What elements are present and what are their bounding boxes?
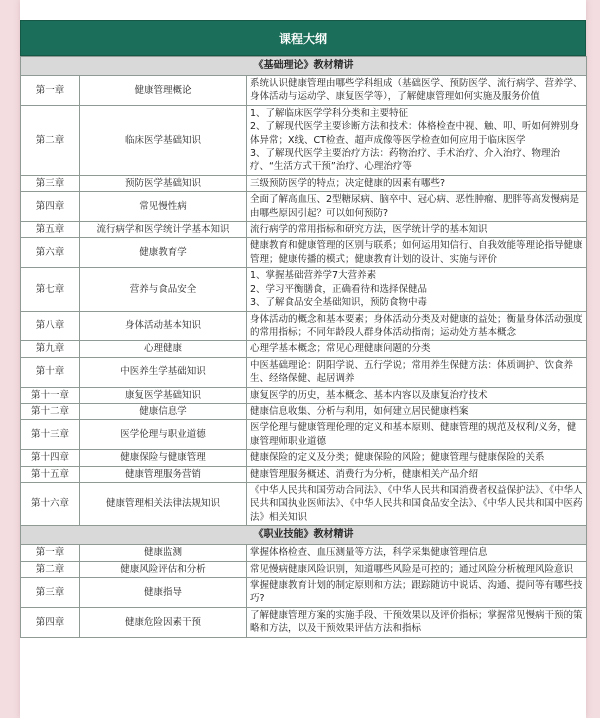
chapter-description: 掌握健康教育计划的制定原则和方法；跟踪随访中说话、沟通、提问等有哪些技巧? <box>247 578 587 608</box>
section-heading: 《基础理论》教材精讲 <box>21 57 587 76</box>
chapter-description: 健康管理服务概述、消费行为分析，健康相关产品介绍 <box>247 466 587 482</box>
chapter-number: 第二章 <box>21 105 80 175</box>
chapter-number: 第九章 <box>21 341 80 357</box>
chapter-description: 1、了解临床医学学科分类和主要特征 2、了解现代医学主要诊断方法和技术：体格检查中视、触、叩、听如何辨别身体异常；X线、CT检查、超声成像等医学检查如何应用于临床医学 3、了解现代医学主要治疗方法：药物治疗、手术治疗、介入治疗、物理治疗、“生活方式干预”治疗、心理治疗等 <box>247 105 587 175</box>
chapter-name: 健康危险因素干预 <box>80 607 247 637</box>
chapter-number: 第十六章 <box>21 482 80 525</box>
chapter-name: 医学伦理与职业道德 <box>80 420 247 450</box>
chapter-number: 第一章 <box>21 76 80 106</box>
chapter-description: 健康教育和健康管理的区别与联系；如何运用知信行、自我效能等理论指导健康管理；健康传播的模式；健康教育计划的设计、实施与评价 <box>247 238 587 268</box>
chapter-description: 心理学基本概念；常见心理健康问题的分类 <box>247 341 587 357</box>
table-row <box>21 450 587 466</box>
chapter-name: 预防医学基础知识 <box>80 175 247 191</box>
chapter-number: 第六章 <box>21 238 80 268</box>
chapter-number: 第十二章 <box>21 403 80 419</box>
chapter-description: 中医基础理论：阴阳学说、五行学说；常用养生保健方法：体质调护、饮食养生、经络保健、起居调养 <box>247 357 587 387</box>
table-row <box>21 192 587 222</box>
chapter-name: 身体活动基本知识 <box>80 311 247 341</box>
chapter-number: 第十五章 <box>21 466 80 482</box>
chapter-name: 健康信息学 <box>80 403 247 419</box>
chapter-name: 健康指导 <box>80 578 247 608</box>
chapter-number: 第十章 <box>21 357 80 387</box>
table-row <box>21 76 587 106</box>
table-row <box>21 238 587 268</box>
chapter-name: 心理健康 <box>80 341 247 357</box>
course-outline-card <box>20 0 586 718</box>
chapter-number: 第五章 <box>21 222 80 238</box>
chapter-description: 了解健康管理方案的实施手段、干预效果以及评价指标；掌握常见慢病干预的策略和方法，以及干预效果评估方法和指标 <box>247 607 587 637</box>
chapter-number: 第十三章 <box>21 420 80 450</box>
table-row <box>21 311 587 341</box>
section-header-row <box>21 526 587 545</box>
chapter-description: 全面了解高血压、2型糖尿病、脑卒中、冠心病、恶性肿瘤、肥胖等高发慢病是由哪些原因引起？可以如何预防? <box>247 192 587 222</box>
table-row <box>21 545 587 561</box>
chapter-number: 第十一章 <box>21 387 80 403</box>
chapter-description: 《中华人民共和国劳动合同法》、《中华人民共和国消费者权益保护法》、《中华人民共和国执业医师法》、《中华人民共和国食品安全法》、《中华人民共和国中医药法》相关知识 <box>247 482 587 525</box>
section-heading: 《职业技能》教材精讲 <box>21 526 587 545</box>
chapter-name: 中医养生学基础知识 <box>80 357 247 387</box>
chapter-description: 流行病学的常用指标和研究方法，医学统计学的基本知识 <box>247 222 587 238</box>
table-row <box>21 403 587 419</box>
chapter-name: 健康保险与健康管理 <box>80 450 247 466</box>
chapter-number: 第四章 <box>21 607 80 637</box>
table-row <box>21 482 587 525</box>
table-row <box>21 578 587 608</box>
chapter-description: 常见慢病健康风险识别，知道哪些风险是可控的；通过风险分析梳理风险意识 <box>247 561 587 577</box>
outline-table-body <box>21 57 587 638</box>
chapter-number: 第一章 <box>21 545 80 561</box>
table-row <box>21 607 587 637</box>
chapter-name: 流行病学和医学统计学基本知识 <box>80 222 247 238</box>
chapter-name: 健康教育学 <box>80 238 247 268</box>
chapter-description: 1、掌握基础营养学7大营养素 2、学习平衡膳食，正确看待和选择保健品 3、了解食品安全基础知识，预防食物中毒 <box>247 268 587 311</box>
chapter-number: 第三章 <box>21 578 80 608</box>
table-row <box>21 105 587 175</box>
chapter-description: 健康保险的定义及分类；健康保险的风险；健康管理与健康保险的关系 <box>247 450 587 466</box>
table-row <box>21 175 587 191</box>
chapter-name: 健康风险评估和分析 <box>80 561 247 577</box>
chapter-name: 营养与食品安全 <box>80 268 247 311</box>
table-row <box>21 341 587 357</box>
chapter-number: 第三章 <box>21 175 80 191</box>
table-row <box>21 222 587 238</box>
outline-table <box>20 56 587 638</box>
chapter-name: 康复医学基础知识 <box>80 387 247 403</box>
chapter-description: 系统认识健康管理由哪些学科组成（基础医学、预防医学、流行病学、营养学、身体活动与运动学、康复医学等），了解健康管理如何实施及服务价值 <box>247 76 587 106</box>
chapter-name: 健康管理服务营销 <box>80 466 247 482</box>
chapter-name: 健康监测 <box>80 545 247 561</box>
chapter-description: 健康信息收集、分析与利用，如何建立居民健康档案 <box>247 403 587 419</box>
chapter-number: 第七章 <box>21 268 80 311</box>
chapter-number: 第十四章 <box>21 450 80 466</box>
section-header-row <box>21 57 587 76</box>
chapter-name: 健康管理概论 <box>80 76 247 106</box>
chapter-description: 康复医学的历史，基本概念、基本内容以及康复治疗技术 <box>247 387 587 403</box>
chapter-number: 第八章 <box>21 311 80 341</box>
table-row <box>21 357 587 387</box>
chapter-name: 常见慢性病 <box>80 192 247 222</box>
chapter-description: 身体活动的概念和基本要素；身体活动分类及对健康的益处；衡量身体活动强度的常用指标；不同年龄段人群身体活动指南；运动处方基本概念 <box>247 311 587 341</box>
table-row <box>21 420 587 450</box>
chapter-description: 医学伦理与健康管理伦理的定义和基本原则、健康管理的规范及权利/义务，健康管理师职业道德 <box>247 420 587 450</box>
chapter-name: 健康管理相关法律法规知识 <box>80 482 247 525</box>
chapter-name: 临床医学基础知识 <box>80 105 247 175</box>
chapter-description: 三级预防医学的特点；决定健康的因素有哪些? <box>247 175 587 191</box>
table-row <box>21 561 587 577</box>
table-row <box>21 268 587 311</box>
table-row <box>21 387 587 403</box>
outline-title: 课程大纲 <box>20 20 586 56</box>
chapter-number: 第四章 <box>21 192 80 222</box>
chapter-description: 掌握体格检查、血压测量等方法，科学采集健康管理信息 <box>247 545 587 561</box>
chapter-number: 第二章 <box>21 561 80 577</box>
table-row <box>21 466 587 482</box>
